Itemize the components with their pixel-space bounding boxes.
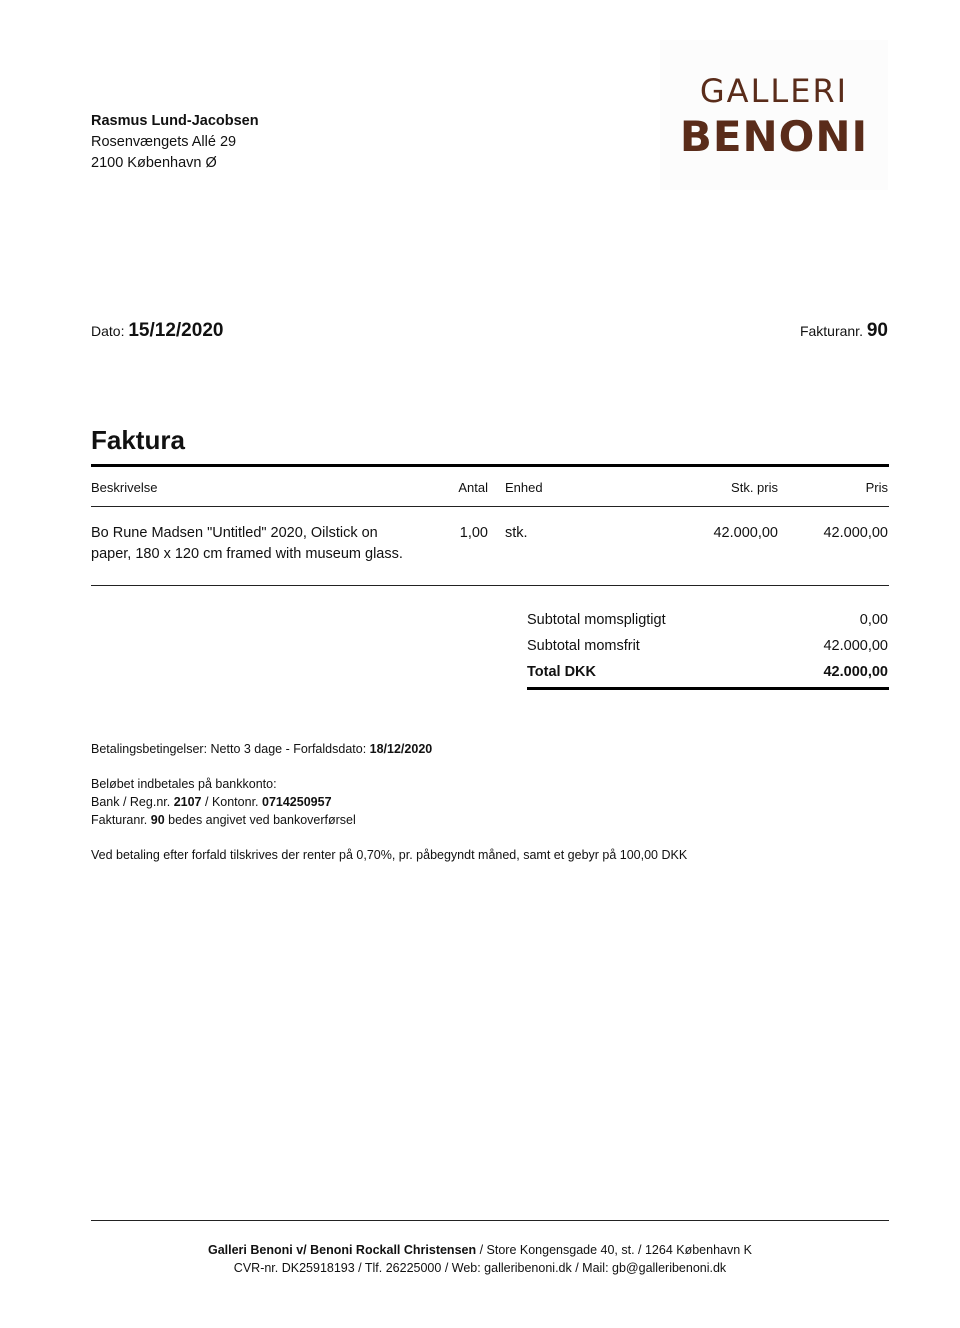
total-label: Total DKK bbox=[527, 664, 597, 680]
invoice-number-label: Fakturanr. bbox=[799, 323, 863, 339]
col-header-price: Pris bbox=[865, 480, 888, 495]
payment-terms bbox=[91, 740, 432, 758]
footer-line-2: CVR-nr. DK25918193 / Tlf. 26225000 / Web: galleribenoni.dk / Mail: gb@galleribenoni.dk bbox=[233, 1261, 727, 1275]
col-header-unit: Enhed bbox=[505, 480, 543, 495]
footer-company: Galleri Benoni v/ Benoni Rockall Christensen bbox=[207, 1243, 477, 1257]
payment-terms-label: Betalingsbetingelser: Netto 3 dage - Forfaldsdato: bbox=[91, 742, 367, 756]
invoice-number bbox=[800, 320, 888, 342]
description-line-2: paper, 180 x 120 cm framed with museum glass. bbox=[91, 546, 403, 562]
footer-address: / Store Kongensgade 40, st. / 1264 København K bbox=[479, 1243, 753, 1257]
ref-nr: 90 bbox=[150, 813, 165, 827]
recipient-address bbox=[91, 111, 259, 174]
table-row-qty: 1,00 bbox=[459, 525, 488, 541]
document-title: Faktura bbox=[91, 425, 185, 455]
total-rule bbox=[527, 687, 889, 690]
reference-line bbox=[91, 811, 356, 829]
col-header-qty: Antal bbox=[458, 480, 488, 495]
subtotal-free-label: Subtotal momsfrit bbox=[527, 638, 640, 654]
description-line-1: Bo Rune Madsen "Untitled" 2020, Oilstick on bbox=[91, 525, 378, 541]
subtotal-vat-label: Subtotal momspligtigt bbox=[527, 612, 666, 628]
account-prefix: / Kontonr. bbox=[205, 795, 259, 809]
table-bottom-rule bbox=[91, 585, 889, 586]
subtotal-free-value: 42.000,00 bbox=[823, 638, 888, 654]
recipient-name: Rasmus Lund-Jacobsen bbox=[91, 113, 259, 129]
ref-prefix: Fakturanr. bbox=[91, 813, 148, 827]
table-row-price: 42.000,00 bbox=[823, 525, 888, 541]
bank-account-line bbox=[91, 793, 356, 811]
table-header-rule bbox=[91, 506, 889, 507]
bank-intro: Beløbet indbetales på bankkonto: bbox=[91, 777, 277, 791]
total-value: 42.000,00 bbox=[823, 664, 888, 680]
company-logo bbox=[660, 40, 888, 190]
date-value: 15/12/2020 bbox=[128, 320, 224, 341]
bank-details bbox=[91, 775, 356, 829]
account-nr: 0714250957 bbox=[262, 795, 332, 809]
logo-line-2: BENONI bbox=[679, 112, 869, 161]
footer-rule bbox=[91, 1220, 889, 1221]
due-date: 18/12/2020 bbox=[369, 742, 433, 756]
reg-nr: 2107 bbox=[173, 795, 202, 809]
subtotal-vat-value: 0,00 bbox=[859, 612, 888, 628]
invoice-number-value: 90 bbox=[866, 320, 888, 341]
col-header-description: Beskrivelse bbox=[91, 480, 158, 495]
recipient-street: Rosenvængets Allé 29 bbox=[91, 134, 237, 150]
header-rule bbox=[91, 464, 889, 467]
footer bbox=[0, 1241, 960, 1277]
recipient-city: 2100 København Ø bbox=[91, 155, 217, 171]
logo-line-1: GALLERI bbox=[699, 72, 849, 110]
ref-suffix: bedes angivet ved bankoverførsel bbox=[168, 813, 356, 827]
table-row-unit-price: 42.000,00 bbox=[713, 525, 778, 541]
table-row-unit: stk. bbox=[505, 525, 528, 541]
col-header-unit-price: Stk. pris bbox=[731, 480, 778, 495]
invoice-date bbox=[91, 320, 223, 342]
date-label: Dato: bbox=[91, 323, 125, 339]
late-fee-note: Ved betaling efter forfald tilskrives der renter på 0,70%, pr. påbegyndt måned, samt et gebyr på 100,00 DKK bbox=[91, 848, 688, 862]
table-row-description bbox=[91, 523, 441, 565]
bank-prefix: Bank / Reg.nr. bbox=[91, 795, 171, 809]
footer-line-1 bbox=[0, 1241, 960, 1259]
